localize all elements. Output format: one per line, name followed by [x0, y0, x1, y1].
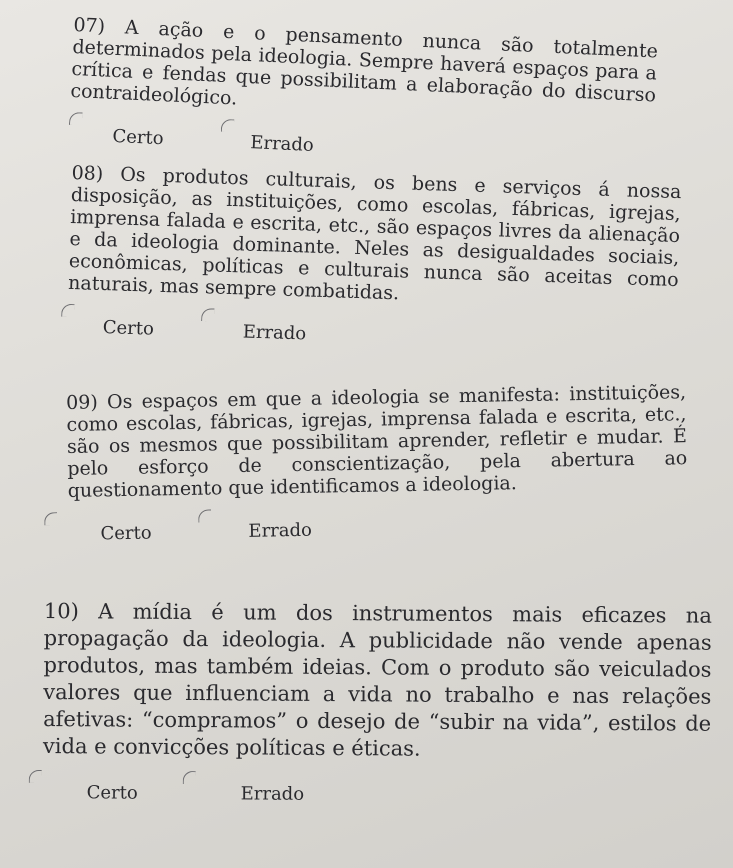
option-errado[interactable]: Errado [242, 321, 307, 345]
answer-options [43, 772, 711, 817]
option-errado[interactable]: Errado [249, 132, 315, 156]
question-08 [66, 162, 681, 365]
errado-radio-icon[interactable] [221, 119, 235, 133]
option-errado[interactable]: Errado [240, 783, 305, 805]
option-certo[interactable]: Certo [102, 317, 155, 340]
option-certo[interactable]: Certo [100, 522, 152, 545]
errado-radio-icon[interactable] [198, 509, 211, 522]
answer-options [66, 306, 677, 365]
certo-radio-icon[interactable] [69, 112, 83, 126]
option-errado[interactable]: Errado [248, 519, 313, 542]
question-10 [43, 598, 712, 817]
certo-radio-icon[interactable] [44, 512, 57, 525]
question-text: 10) A mídia é um dos instrumentos mais eficazes na propagação da ideologia. A publicidade não vende apenas produtos, mas também ideias. Com o produto são veiculados valores que influenciam a vida no trabalho e nas relações afetivas: “compramos” o desejo de “subir na vida”, estilos de vida e convicções políticas e éticas. [42, 599, 712, 761]
certo-radio-icon[interactable] [61, 304, 74, 317]
answer-options [68, 503, 689, 554]
question-text: 07) A ação e o pensamento nunca são totalmente determinados pela ideologia. Sempre haverá espaços para a crítica e fendas que possibilitam a elaboração do discurso contraideológico. [70, 14, 659, 110]
question-09 [66, 381, 689, 554]
question-07 [68, 14, 659, 180]
question-text: 09) Os espaços em que a ideologia se manifesta: instituições, como escolas, fábricas, igrejas, imprensa falada e escrita, etc., são os mesmos que possibilitam aprender, refletir e mudar. É pelo esforço de conscientização, pela abertura ao questionamento que identificamos a ideologia. [66, 381, 688, 502]
certo-radio-icon[interactable] [29, 770, 42, 783]
option-certo[interactable]: Certo [112, 125, 165, 150]
errado-radio-icon[interactable] [201, 308, 214, 321]
option-certo[interactable]: Certo [86, 782, 138, 804]
question-text: 08) Os produtos culturais, os bens e serviços á nossa disposição, as instituições, como escolas, fábricas, igrejas, imprensa falada e escrita, etc., são espaços livres da alienação e da ideologia dominante. Neles as desigualdades sociais, econômicas, políticas e culturais nunca são aceitas como naturais, mas sempre combatidas. [67, 162, 682, 305]
errado-radio-icon[interactable] [183, 771, 196, 784]
